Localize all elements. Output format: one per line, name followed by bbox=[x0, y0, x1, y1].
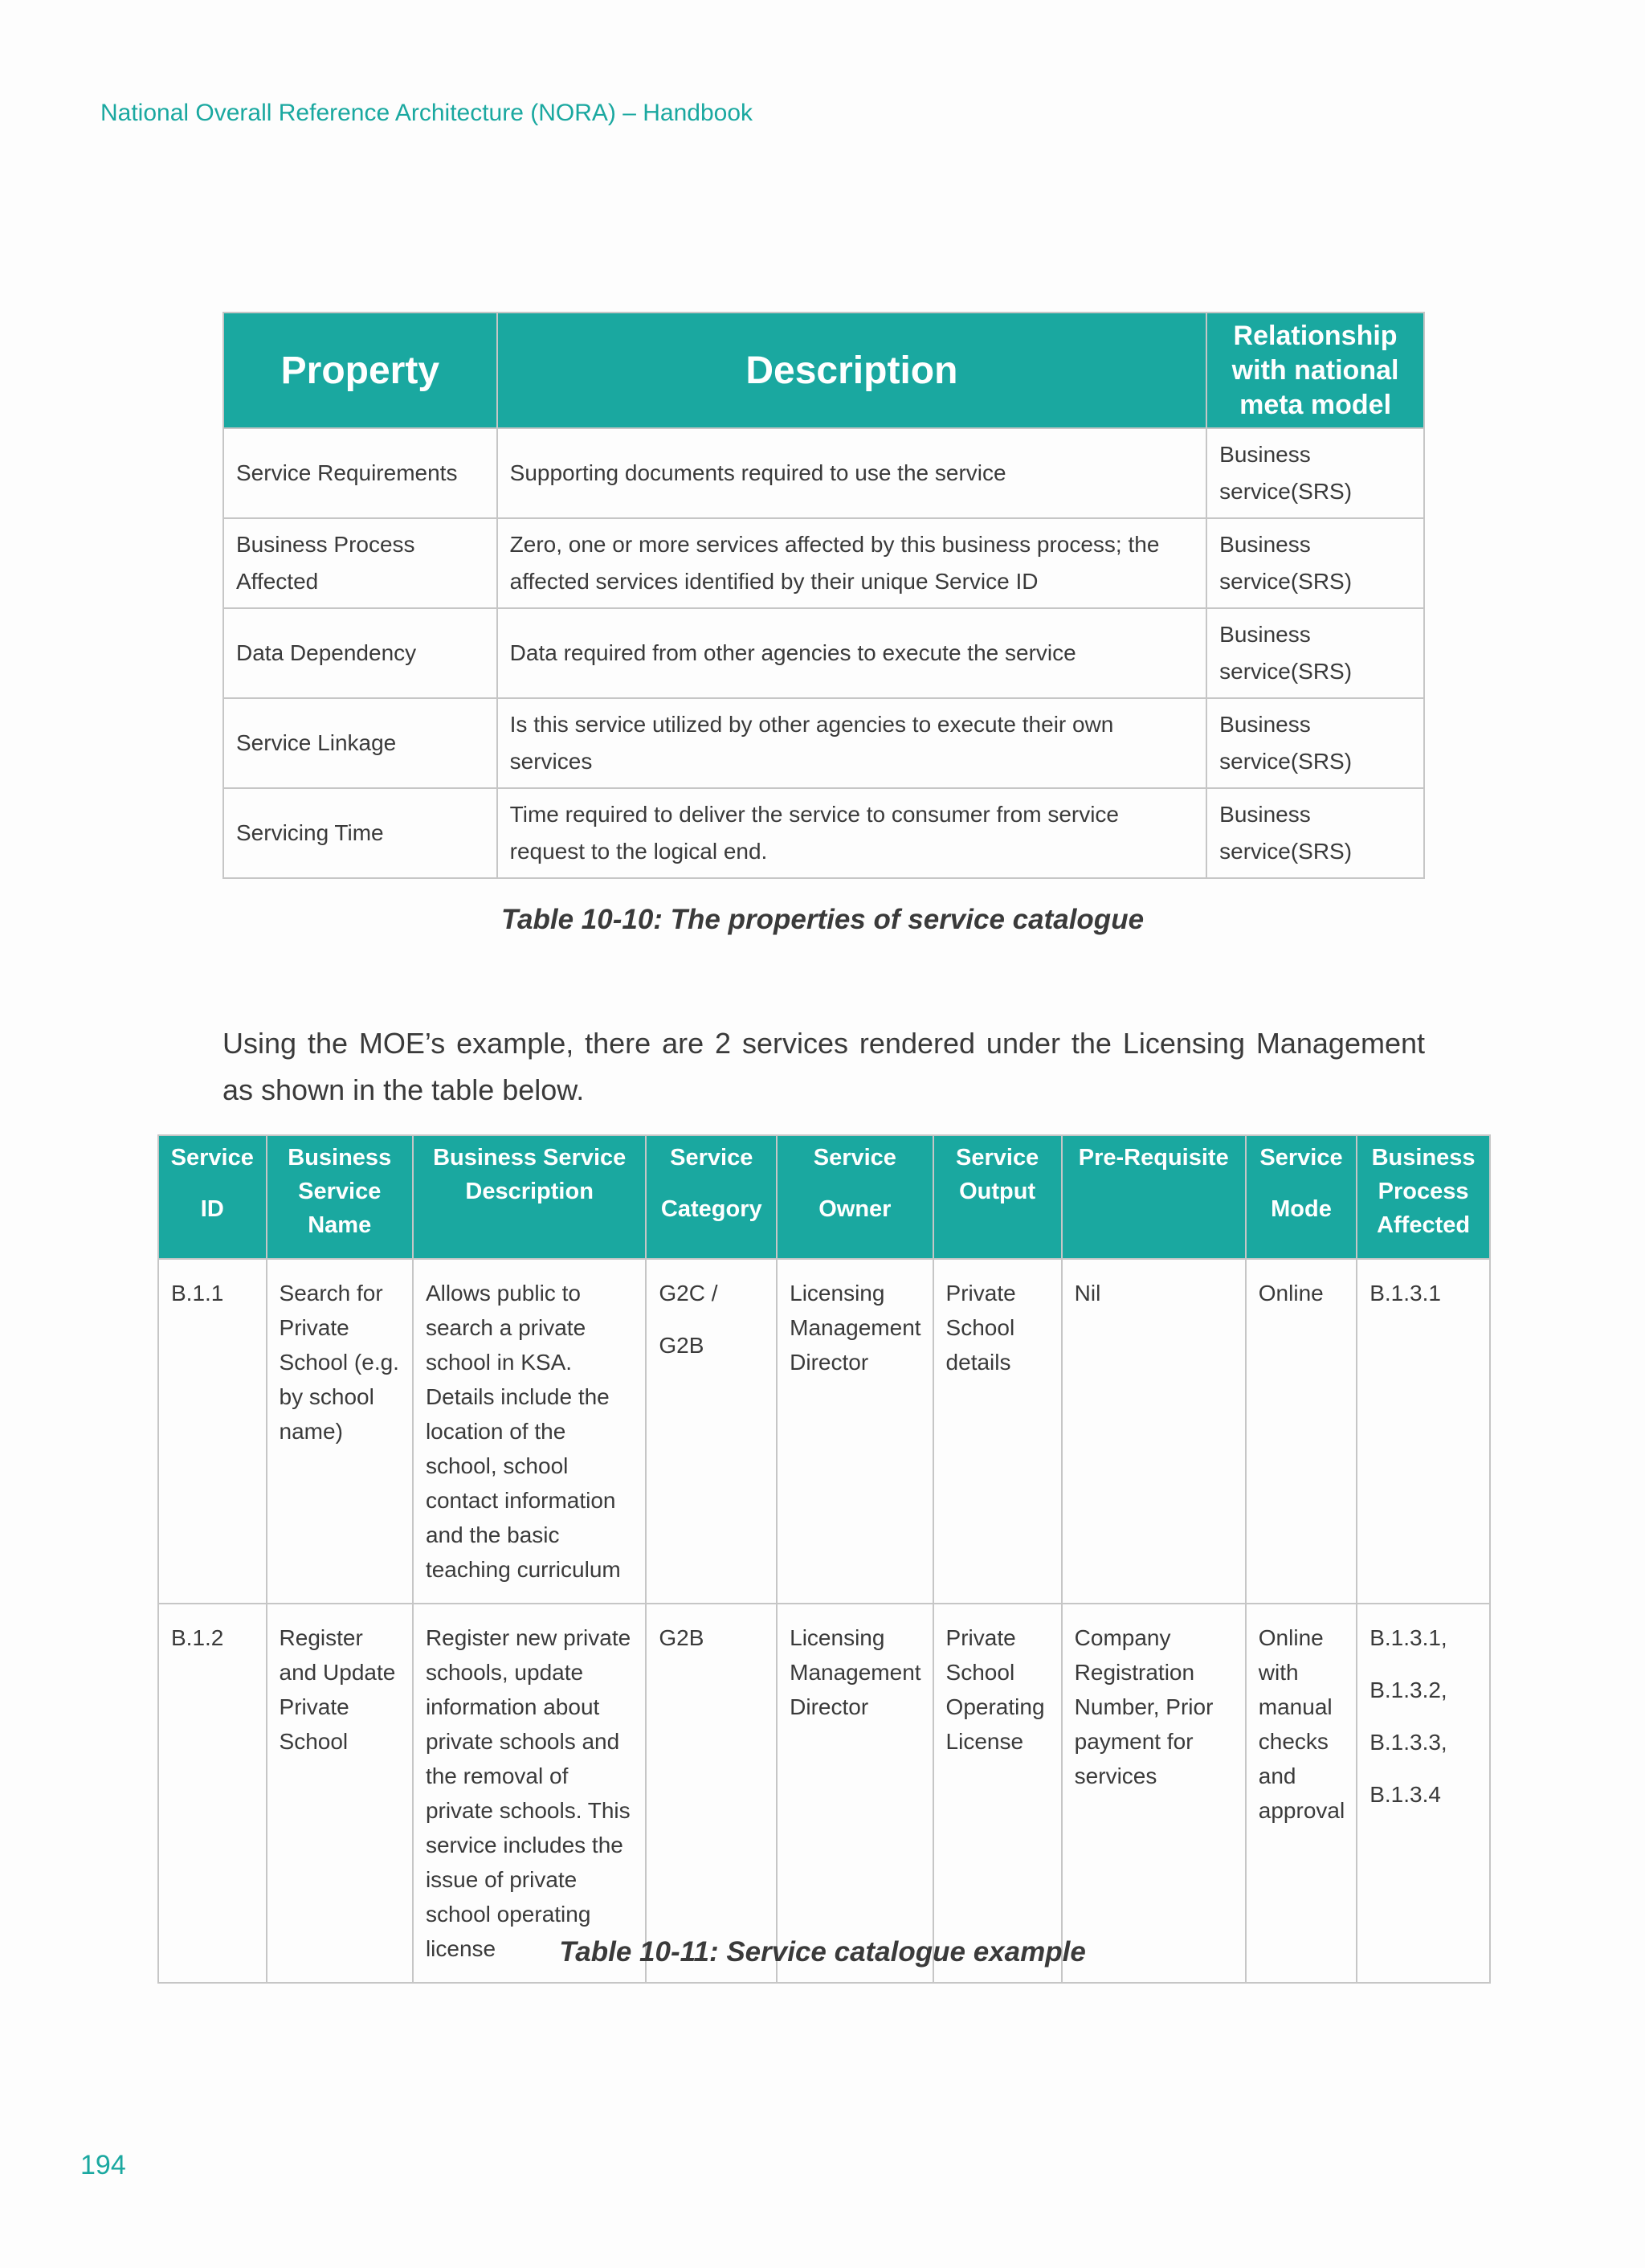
table-row bbox=[223, 608, 1424, 698]
body-paragraph: Using the MOE’s example, there are 2 services rendered under the Licensing Management as shown in the table below. bbox=[222, 1027, 1425, 1106]
cell-text: B.1.3.1, bbox=[1369, 1625, 1447, 1650]
cell-mode: Online with manual checks and approval bbox=[1246, 1604, 1357, 1983]
header-text: Mode bbox=[1271, 1196, 1332, 1222]
cell-process bbox=[1357, 1259, 1490, 1604]
header-text: Service bbox=[1259, 1145, 1343, 1171]
cell-description: Supporting documents required to use the service bbox=[497, 428, 1206, 518]
cell-id: B.1.1 bbox=[158, 1259, 267, 1604]
table-row bbox=[158, 1604, 1490, 1983]
header-property: Property bbox=[223, 313, 497, 428]
cell-description: Register new private schools, update information about private schools and the removal of private schools. This service includes the issue of private school operating license bbox=[413, 1604, 646, 1983]
cell-name: Register and Update Private School bbox=[267, 1604, 413, 1983]
cell-text: G2C / bbox=[659, 1281, 718, 1306]
cell-property: Service Linkage bbox=[223, 698, 497, 788]
table-header-row bbox=[223, 313, 1424, 428]
cell-property: Business Process Affected bbox=[223, 518, 497, 608]
cell-text: B.1.3.4 bbox=[1369, 1782, 1441, 1807]
cell-property: Servicing Time bbox=[223, 788, 497, 878]
header-text: ID bbox=[200, 1196, 224, 1222]
properties-table bbox=[222, 312, 1425, 879]
cell-property: Data Dependency bbox=[223, 608, 497, 698]
header-description: Description bbox=[497, 313, 1206, 428]
header-text: Category bbox=[660, 1196, 762, 1222]
cell-name: Search for Private School (e.g. by school name) bbox=[267, 1259, 413, 1604]
cell-prerequisite: Nil bbox=[1062, 1259, 1246, 1604]
cell-owner: Licensing Management Director bbox=[777, 1259, 933, 1604]
table-row bbox=[223, 518, 1424, 608]
cell-property: Service Requirements bbox=[223, 428, 497, 518]
table-caption: Table 10-11: Service catalogue example bbox=[559, 1936, 1086, 1968]
header-business-service-name: Business Service Name bbox=[267, 1135, 413, 1259]
table-row bbox=[223, 698, 1424, 788]
cell-text: B.1.3.3, bbox=[1369, 1730, 1447, 1755]
table-row bbox=[158, 1259, 1490, 1604]
cell-owner: Licensing Management Director bbox=[777, 1604, 933, 1983]
cell-relationship: Business service(SRS) bbox=[1206, 428, 1424, 518]
cell-relationship: Business service(SRS) bbox=[1206, 788, 1424, 878]
cell-text: G2B bbox=[659, 1333, 704, 1358]
header-business-process-affected: Business Process Affected bbox=[1357, 1135, 1490, 1259]
cell-mode: Online bbox=[1246, 1259, 1357, 1604]
header-relationship: Relationship with national meta model bbox=[1206, 313, 1424, 428]
cell-description: Time required to deliver the service to consumer from service request to the logical end. bbox=[497, 788, 1206, 878]
cell-description: Is this service utilized by other agencies to execute their own services bbox=[497, 698, 1206, 788]
cell-process bbox=[1357, 1604, 1490, 1983]
header-text: Owner bbox=[818, 1196, 892, 1222]
page-number: 194 bbox=[80, 2150, 126, 2180]
header-text: Service bbox=[670, 1145, 753, 1171]
service-catalogue-table bbox=[157, 1134, 1491, 1984]
cell-id: B.1.2 bbox=[158, 1604, 267, 1983]
cell-output: Private School details bbox=[933, 1259, 1062, 1604]
header-text: Service bbox=[813, 1145, 896, 1171]
header-service-mode bbox=[1246, 1135, 1357, 1259]
table-row bbox=[223, 788, 1424, 878]
cell-relationship: Business service(SRS) bbox=[1206, 518, 1424, 608]
header-business-service-description: Business Service Description bbox=[413, 1135, 646, 1259]
cell-category: G2B bbox=[646, 1604, 777, 1983]
header-service-category bbox=[646, 1135, 777, 1259]
cell-prerequisite: Company Registration Number, Prior payment for services bbox=[1062, 1604, 1246, 1983]
cell-output: Private School Operating License bbox=[933, 1604, 1062, 1983]
cell-description: Allows public to search a private school in KSA. Details include the location of the school, school contact information and the basic teaching curriculum bbox=[413, 1259, 646, 1604]
cell-description: Data required from other agencies to execute the service bbox=[497, 608, 1206, 698]
running-header: National Overall Reference Architecture (NORA) – Handbook bbox=[100, 100, 753, 126]
header-service-output: Service Output bbox=[933, 1135, 1062, 1259]
header-service-id bbox=[158, 1135, 267, 1259]
cell-text: B.1.3.1 bbox=[1369, 1281, 1441, 1306]
header-service-owner bbox=[777, 1135, 933, 1259]
cell-description: Zero, one or more services affected by this business process; the affected services identified by their unique Service ID bbox=[497, 518, 1206, 608]
cell-relationship: Business service(SRS) bbox=[1206, 698, 1424, 788]
header-text: Service bbox=[170, 1145, 254, 1171]
cell-category bbox=[646, 1259, 777, 1604]
cell-text: B.1.3.2, bbox=[1369, 1678, 1447, 1702]
table-row bbox=[223, 428, 1424, 518]
cell-relationship: Business service(SRS) bbox=[1206, 608, 1424, 698]
table-header-row bbox=[158, 1135, 1490, 1259]
table-caption: Table 10-10: The properties of service catalogue bbox=[500, 904, 1145, 935]
header-pre-requisite: Pre-Requisite bbox=[1062, 1135, 1246, 1259]
